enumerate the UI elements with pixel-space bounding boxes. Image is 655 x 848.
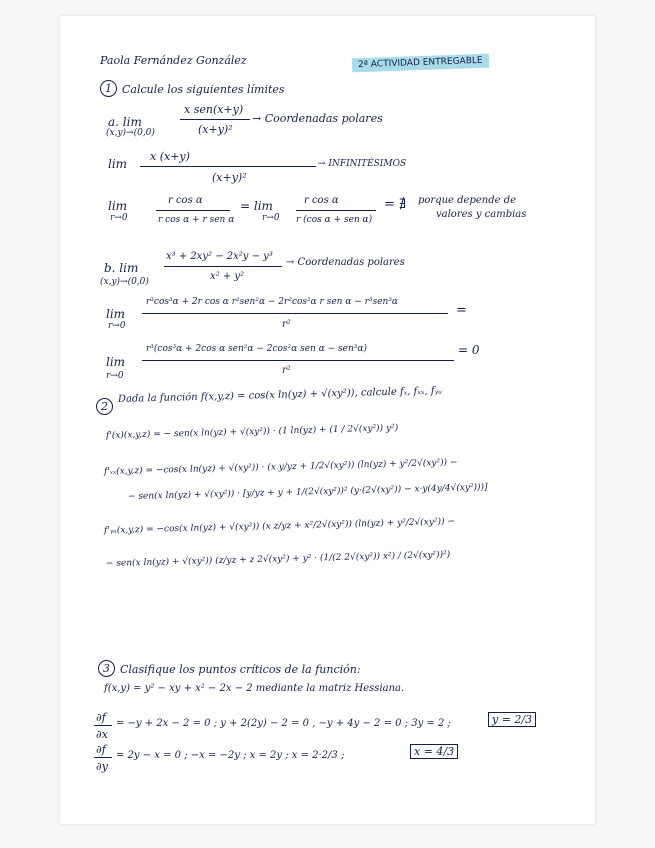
limit-a2-note: → INFINITÉSIMOS	[318, 159, 407, 169]
limit-a3-numerator2: r cos α	[304, 195, 339, 206]
fraction-bar	[180, 119, 250, 120]
limit-a3-reason-line2: valores y cambias	[436, 209, 527, 220]
limit-b2-denominator: r²	[282, 319, 291, 330]
limit-b3-lim: lim	[106, 355, 126, 369]
derivative-fxx-line1: f'ₓₓ(x,y,z) = −cos(x ln(yz) + √(xy²)) · (x y/yz + 1/2√(xy²)) (ln(yz) + y²/2√(xy²)) −	[103, 457, 458, 477]
fraction-bar	[156, 210, 230, 211]
solution-y: y = 2/3	[488, 712, 536, 727]
limit-a3-denominator2: r (cos α + sen α)	[296, 215, 373, 225]
partial-x-top: ∂f	[96, 711, 106, 724]
limit-a3-lim: lim	[108, 199, 128, 213]
fraction-bar	[164, 266, 282, 267]
limit-b3-numerator: r³(cos³α + 2cos α sen²α − 2cos²α sen α − sen³α)	[146, 344, 367, 354]
limit-b3-denominator: r²	[282, 365, 291, 376]
limit-b3-result: = 0	[458, 343, 480, 357]
partial-y-bottom: ∂y	[96, 760, 108, 773]
limit-a-denominator: (x+y)²	[198, 123, 233, 136]
limit-a3-eq: = lim	[240, 199, 273, 213]
derivative-fxx-line2: − sen(x ln(yz) + √(xy²)) · [y/yz + y + 1/(2√(xy²))² (y·(2√(xy²)) − x·y(4y/4√(xy²)))]	[127, 482, 488, 502]
limit-a3-denominator: r cos α + r sen α	[158, 215, 235, 225]
limit-a3-under2: r→0	[262, 213, 280, 223]
limit-a3-under: r→0	[110, 213, 128, 223]
limit-b-numerator: x³ + 2xy² − 2x²y − y³	[166, 251, 273, 262]
partial-x-equation: = −y + 2x − 2 = 0 ; y + 2(2y) − 2 = 0 , −y + 4y − 2 = 0 ; 3y = 2 ;	[116, 718, 451, 729]
solution-x: x = 4/3	[410, 744, 458, 759]
fraction-bar	[140, 166, 316, 167]
limit-a2-lim: lim	[108, 157, 128, 171]
limit-a2-denominator: (x+y)²	[212, 171, 247, 184]
section3-statement: Clasifique los puntos críticos de la función:	[120, 663, 361, 676]
fraction-bar	[94, 725, 112, 726]
partial-y-top: ∂f	[96, 743, 106, 756]
section-number-1: 1	[100, 80, 117, 97]
limit-a-numerator: x sen(x+y)	[184, 103, 244, 116]
limit-a3-numerator: r cos α	[168, 195, 203, 206]
derivative-fyz-line1: f'ᵧᵤ(x,y,z) = −cos(x ln(yz) + √(xy²)) (x z/yz + x²/2√(xy²)) (ln(yz) + y²/2√(xy²)) −	[103, 516, 456, 536]
limit-a-under: (x,y)→(0,0)	[106, 128, 155, 138]
section-number-3: 3	[98, 660, 115, 677]
limit-b2-eq: =	[456, 303, 467, 318]
limit-a-label: a. lim	[108, 115, 142, 129]
limit-a-note: → Coordenadas polares	[252, 112, 383, 125]
limit-b2-lim: lim	[106, 307, 126, 321]
limit-a3-result: = ∄	[384, 197, 407, 212]
fraction-bar	[142, 360, 454, 361]
section1-title: Calcule los siguientes límites	[122, 83, 285, 96]
limit-b3-under: r→0	[106, 371, 124, 381]
limit-a2-numerator: x (x+y)	[150, 150, 190, 163]
section-number-2: 2	[96, 398, 113, 415]
activity-title: 2ª ACTIVIDAD ENTREGABLE	[352, 54, 489, 73]
author-name: Paola Fernández González	[100, 54, 247, 67]
partial-x-bottom: ∂x	[96, 728, 108, 741]
limit-a3-reason-line1: porque depende de	[418, 195, 517, 206]
limit-b2-numerator: r³cos³α + 2r cos α r²sen²α − 2r²cos²α r sen α − r³sen³α	[146, 297, 399, 307]
limit-b-denominator: x² + y²	[210, 271, 245, 282]
partial-y-equation: = 2y − x = 0 ; −x = −2y ; x = 2y ; x = 2·2/3 ;	[116, 750, 345, 761]
limit-b-note: → Coordenadas polares	[286, 257, 405, 268]
derivative-fyz-line2: − sen(x ln(yz) + √(xy²)) (z/yz + z 2√(xy²) + y² · (1/(2 2√(xy²)) x²) / (2√(xy²))²)	[105, 549, 451, 569]
fraction-bar	[142, 313, 448, 314]
limit-b-under: (x,y)→(0,0)	[100, 277, 149, 287]
fraction-bar	[296, 210, 376, 211]
section3-function: f(x,y) = y² − xy + x² − 2x − 2 mediante la matriz Hessiana.	[104, 683, 405, 694]
section2-statement: Dada la función f(x,y,z) = cos(x ln(yz) + √(xy²)), calcule fₓ, fₓₓ, fᵧᵤ	[117, 385, 443, 405]
limit-b-label: b. lim	[104, 261, 139, 275]
limit-b2-under: r→0	[108, 321, 126, 331]
derivative-fx: f'(x)(x,y,z) = − sen(x ln(yz) + √(xy²)) · (1 ln(yz) + (1 / 2√(xy²)) y²)	[105, 423, 399, 441]
fraction-bar	[94, 757, 112, 758]
